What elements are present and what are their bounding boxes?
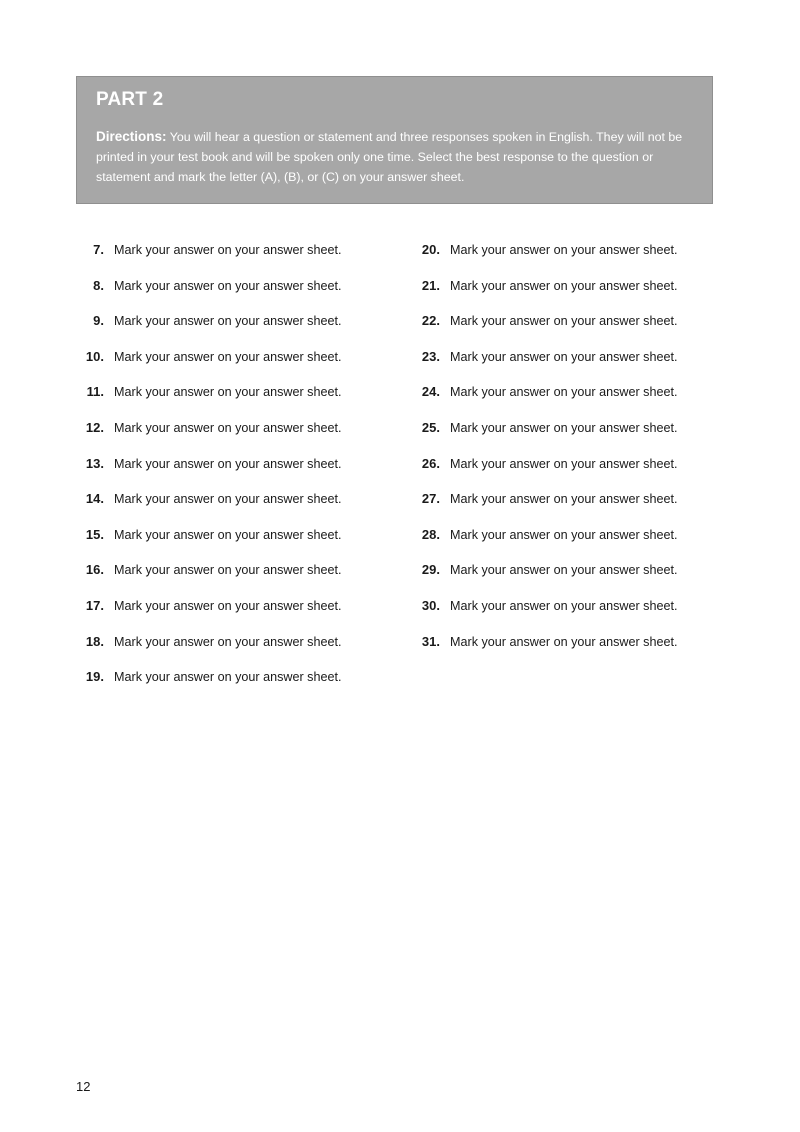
question-item xyxy=(412,632,678,668)
question-item xyxy=(412,560,678,596)
question-text: Mark your answer on your answer sheet. xyxy=(450,349,678,364)
question-text: Mark your answer on your answer sheet. xyxy=(450,420,678,435)
question-number: 26. xyxy=(421,455,440,471)
question-text: Mark your answer on your answer sheet. xyxy=(450,243,678,257)
question-number: 21. xyxy=(421,277,440,293)
question-item xyxy=(76,240,342,276)
question-text: Mark your answer on your answer sheet. xyxy=(450,278,678,293)
question-item xyxy=(76,632,342,668)
question-number: 11. xyxy=(86,384,104,400)
question-item xyxy=(412,240,678,276)
question-item xyxy=(76,667,342,703)
question-text: Mark your answer on your answer sheet. xyxy=(450,385,678,400)
question-text: Mark your answer on your answer sheet. xyxy=(450,527,678,542)
question-item xyxy=(412,418,678,454)
question-item xyxy=(76,311,342,347)
question-item xyxy=(412,382,678,418)
question-item xyxy=(76,489,342,525)
question-number: 28. xyxy=(421,526,440,542)
question-text: Mark your answer on your answer sheet. xyxy=(114,243,342,257)
question-item xyxy=(76,454,342,490)
question-item xyxy=(76,596,342,632)
question-number: 30. xyxy=(421,597,440,613)
question-text: Mark your answer on your answer sheet. xyxy=(450,634,678,649)
question-number: 15. xyxy=(85,526,104,542)
question-number: 20. xyxy=(421,242,440,257)
question-number: 29. xyxy=(421,562,440,578)
directions-label: Directions: xyxy=(96,129,167,144)
directions-text: You will hear a question or statement and three responses spoken in English. They will not be printed in your test book and will be spoken only one time. Select the best response to the question or statement and mark the letter (A), (B), or (C) on your answer sheet. xyxy=(96,130,683,184)
question-number: 14. xyxy=(85,491,104,507)
question-text: Mark your answer on your answer sheet. xyxy=(114,670,342,685)
question-item xyxy=(412,596,678,632)
question-number: 19. xyxy=(85,669,104,685)
question-number: 13. xyxy=(85,455,104,471)
question-number: 25. xyxy=(421,419,440,435)
question-item xyxy=(412,525,678,561)
question-number: 8. xyxy=(93,277,104,293)
part-2-directions-box xyxy=(76,76,713,204)
question-text: Mark your answer on your answer sheet. xyxy=(114,314,342,329)
question-text: Mark your answer on your answer sheet. xyxy=(114,385,342,400)
question-number: 27. xyxy=(421,491,440,507)
question-number: 12. xyxy=(85,419,104,435)
part-title: PART 2 xyxy=(96,89,164,110)
directions-paragraph xyxy=(96,127,694,187)
question-item xyxy=(76,347,342,383)
question-item xyxy=(76,276,342,312)
question-item xyxy=(412,489,678,525)
question-text: Mark your answer on your answer sheet. xyxy=(114,563,342,578)
question-number: 22. xyxy=(421,313,440,329)
question-text: Mark your answer on your answer sheet. xyxy=(114,527,342,542)
question-item xyxy=(76,382,342,418)
question-item xyxy=(76,560,342,596)
question-number: 16. xyxy=(85,562,104,578)
question-item xyxy=(412,454,678,490)
page-number: 12 xyxy=(76,1079,91,1094)
question-number: 7. xyxy=(93,242,104,257)
question-text: Mark your answer on your answer sheet. xyxy=(114,278,342,293)
question-text: Mark your answer on your answer sheet. xyxy=(114,634,342,649)
question-item xyxy=(76,525,342,561)
question-item xyxy=(76,418,342,454)
question-item xyxy=(412,276,678,312)
question-number: 9. xyxy=(93,313,104,329)
question-list-right xyxy=(412,240,678,667)
question-text: Mark your answer on your answer sheet. xyxy=(114,598,342,613)
question-number: 23. xyxy=(421,348,440,364)
question-number: 17. xyxy=(85,597,104,613)
question-text: Mark your answer on your answer sheet. xyxy=(114,420,342,435)
question-number: 31. xyxy=(421,633,440,649)
question-text: Mark your answer on your answer sheet. xyxy=(450,563,678,578)
question-list-left xyxy=(76,240,342,703)
question-text: Mark your answer on your answer sheet. xyxy=(114,492,342,507)
question-text: Mark your answer on your answer sheet. xyxy=(450,456,678,471)
question-text: Mark your answer on your answer sheet. xyxy=(450,598,678,613)
question-text: Mark your answer on your answer sheet. xyxy=(114,456,342,471)
question-item xyxy=(412,347,678,383)
question-text: Mark your answer on your answer sheet. xyxy=(450,492,678,507)
question-text: Mark your answer on your answer sheet. xyxy=(450,314,678,329)
question-item xyxy=(412,311,678,347)
question-number: 18. xyxy=(85,633,104,649)
question-text: Mark your answer on your answer sheet. xyxy=(114,349,342,364)
question-number: 24. xyxy=(421,384,440,400)
question-number: 10. xyxy=(85,348,104,364)
